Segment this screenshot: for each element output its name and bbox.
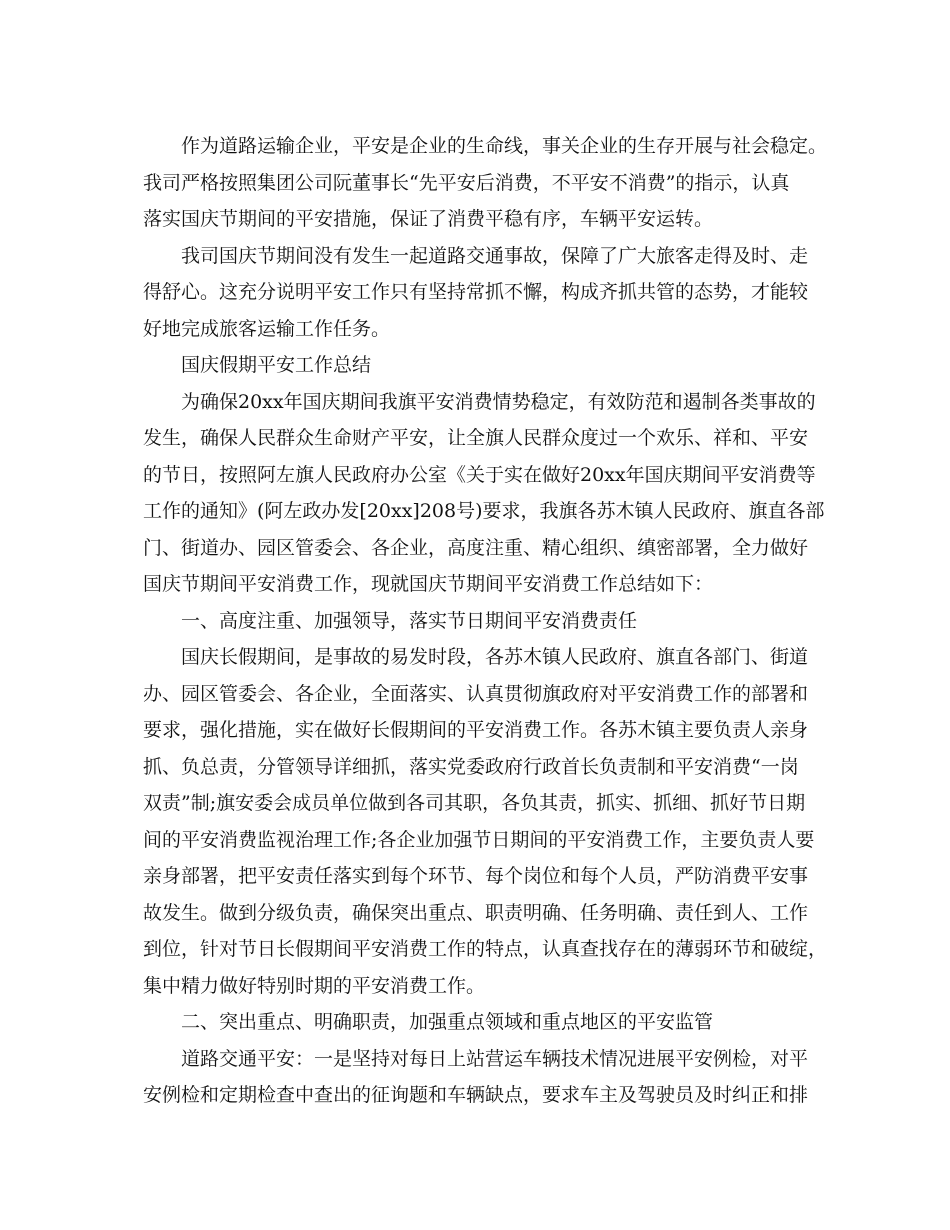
paragraph-line: 落实国庆节期间的平安措施，保证了消费平稳有序，车辆平安运转。	[143, 208, 714, 230]
paragraph-line: 的节日，按照阿左旗人民政府办公室《关于实在做好20xx年国庆期间平安消费等	[143, 463, 816, 486]
paragraph-line: 好地完成旅客运输工作任务。	[143, 317, 391, 340]
paragraph-first-line: 一、高度注重、加强领导，落实节日期间平安消费责任	[181, 609, 638, 632]
paragraph-first-line: 作为道路运输企业，平安是企业的生命线，事关企业的生存开展与社会稳定。	[181, 135, 828, 157]
paragraph-line: 故发生。做到分级负责，确保突出重点、职责明确、任务明确、责任到人、工作	[143, 901, 809, 924]
paragraph-line: 国庆节期间平安消费工作，现就国庆节期间平安消费工作总结如下：	[143, 573, 714, 595]
paragraph-line: 到位，针对节日长假期间平安消费工作的特点，认真查找存在的薄弱环节和破绽，	[143, 938, 828, 960]
document-body	[143, 128, 828, 1114]
paragraph-first-line: 国庆长假期间，是事故的易发时段，各苏木镇人民政府、旗直各部门、街道	[181, 646, 809, 668]
paragraph-line: 门、街道办、园区管委会、各企业，高度注重、精心组织、缜密部署，全力做好	[143, 536, 809, 559]
paragraph-line: 集中精力做好特别时期的平安消费工作。	[143, 974, 486, 997]
paragraph-line: 抓、负总责，分管领导详细抓，落实党委政府行政首长负责制和平安消费“一岗	[143, 755, 799, 778]
paragraph-line: 安例检和定期检查中查出的征询题和车辆缺点，要求车主及驾驶员及时纠正和排	[143, 1084, 809, 1106]
paragraph-first-line: 二、突出重点、明确职责，加强重点领域和重点地区的平安监管	[181, 1011, 714, 1033]
paragraph-line: 我司严格按照集团公司阮董事长“先平安后消费，不平安不消费”的指示，认真	[143, 171, 790, 194]
paragraph-first-line: 我司国庆节期间没有发生一起道路交通事故，保障了广大旅客走得及时、走	[181, 244, 809, 267]
paragraph-line: 亲身部署，把平安责任落实到每个环节、每个岗位和每个人员，严防消费平安事	[143, 865, 809, 887]
paragraph-line: 要求，强化措施，实在做好长假期间的平安消费工作。各苏木镇主要负责人亲身	[143, 719, 809, 741]
paragraph-first-line: 为确保20xx年国庆期间我旗平安消费情势稳定，有效防范和遏制各类事故的	[181, 390, 816, 413]
paragraph-first-line: 国庆假期平安工作总结	[181, 354, 372, 376]
paragraph-first-line: 道路交通平安：一是坚持对每日上站营运车辆技术情况进展平安例检，对平	[181, 1047, 809, 1070]
paragraph-line: 工作的通知》(阿左政办发[20xx]208号)要求，我旗各苏木镇人民政府、旗直各部	[143, 500, 825, 522]
paragraph-line: 办、园区管委会、各企业，全面落实、认真贯彻旗政府对平安消费工作的部署和	[143, 682, 809, 705]
paragraph-line: 间的平安消费监视治理工作;各企业加强节日期间的平安消费工作，主要负责人要	[143, 828, 815, 851]
paragraph-line: 得舒心。这充分说明平安工作只有坚持常抓不懈，构成齐抓共管的态势，才能较	[143, 281, 809, 303]
paragraph-line: 发生，确保人民群众生命财产平安，让全旗人民群众度过一个欢乐、祥和、平安	[143, 427, 809, 449]
paragraph-line: 双责”制;旗安委会成员单位做到各司其职，各负其责，抓实、抓细、抓好节日期	[143, 792, 806, 814]
